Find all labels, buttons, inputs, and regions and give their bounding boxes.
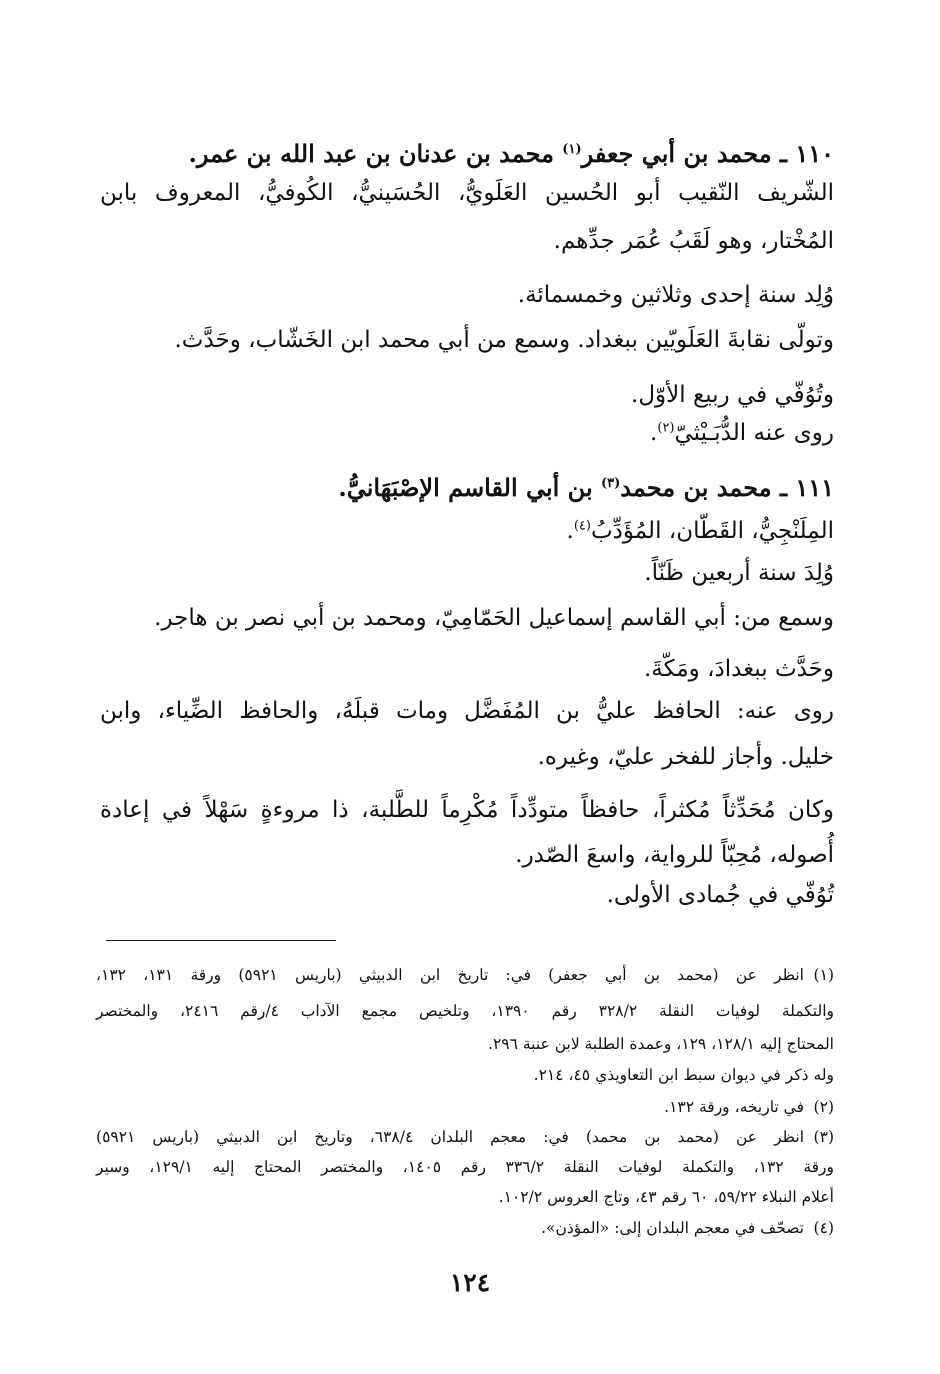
footnote-1-line-3-text: المحتاج إليه ١٢٨/١، ١٢٩، وعمدة الطلبة لابن عنبة ٢٩٦. bbox=[488, 1035, 834, 1053]
footnote-1-line-1: انظر عن (محمد بن أبي جعفر) في: تاريخ ابن الدبيثي (باريس ٥٩٢١) ورقة ١٣١، ١٣٢، bbox=[96, 966, 804, 984]
entry-110-line-5: وتُوُفّي في ربيع الأوّل. bbox=[631, 382, 834, 408]
footnote-2-text: في تاريخه، ورقة ١٣٢. bbox=[664, 1098, 804, 1116]
entry-110-title-text: ١١٠ ـ محمد بن أبي جعفر bbox=[581, 139, 834, 168]
footnote-ref-4: (٤) bbox=[573, 518, 591, 534]
entry-110-line-1: الشّريف النّقيب أبو الحُسين العَلَويُّ، الحُسَينيُّ، الكُوفيُّ، المعروف بابن bbox=[100, 180, 834, 206]
entry-110-line-6-text: روى عنه الدُّبَـيْثيّ bbox=[674, 420, 834, 446]
entry-111-line-8: أُصوله، مُحِبّاً للرواية، واسعَ الصّدر. bbox=[515, 842, 834, 868]
entry-111-line-3: وسمع من: أبي القاسم إسماعيل الحَمّامِيّ، ومحمد بن أبي نصر بن هاجر. bbox=[154, 605, 834, 631]
entry-111-line-5: روى عنه: الحافظ عليُّ بن المُفَضَّل ومات قبلَهُ، والحافظ الضِّياء، وابن bbox=[100, 698, 834, 724]
footnote-2-number: (٢) bbox=[813, 1098, 834, 1116]
footnote-divider bbox=[106, 940, 336, 941]
footnote-3-line-1: انظر عن (محمد بن محمد) في: معجم البلدان ٦٣٨/٤، وتاريخ ابن الدبيثي (باريس ٥٩٢١) bbox=[96, 1128, 804, 1146]
entry-110-title-rest: محمد بن عدنان بن عبد الله بن عمر. bbox=[188, 139, 563, 168]
entry-111-line-1-text: المِلَنْجِيُّ، القَطّان، المُؤَدِّبُ bbox=[590, 518, 834, 544]
entry-111-line-7: وكان مُحَدِّثاً مُكثراً، حافظاً متودِّداً مُكْرِماً للطَّلبة، ذا مروءةٍ سَهْلاً في إعادة bbox=[100, 797, 834, 823]
entry-110-line-6-end: . bbox=[650, 420, 658, 446]
footnote-1-number: (١) bbox=[813, 966, 834, 984]
page-number: ١٢٤ bbox=[449, 1268, 491, 1297]
footnote-ref-1: (١) bbox=[562, 142, 582, 157]
entry-111-title-rest: بن أبي القاسم الإصْبَهَانيُّ. bbox=[338, 473, 601, 502]
footnote-1-line-4-text: وله ذكر في ديوان سبط ابن التعاويذي ٤٥، ٢١٤. bbox=[533, 1066, 834, 1084]
entry-110-line-3: وُلِد سنة إحدى وثلاثين وخمسمائة. bbox=[517, 282, 834, 308]
footnote-4-text: تصحّف في معجم البلدان إلى: «المؤذن». bbox=[541, 1219, 804, 1237]
footnote-4-number: (٤) bbox=[813, 1219, 834, 1237]
entry-111-line-9: تُوُفّي في جُمادى الأولى. bbox=[606, 882, 834, 908]
entry-111-title bbox=[100, 474, 834, 503]
footnote-3-line-2-text: ورقة ١٣٢، والتكملة لوفيات النقلة ٣٣٦/٢ رقم ١٤٠٥، والمختصر المحتاج إليه ١٢٩/١، وسير bbox=[96, 1158, 835, 1176]
entry-111-line-1 bbox=[100, 518, 834, 546]
entry-110-line-6 bbox=[100, 420, 834, 448]
footnote-3-line-3-text: أعلام النبلاء ٥٩/٢٢، ٦٠ رقم ٤٣، وتاج العروس ١٠٢/٢. bbox=[498, 1188, 834, 1206]
footnote-3-number: (٣) bbox=[813, 1128, 834, 1146]
entry-111-line-6: خليل. وأجاز للفخر عليّ، وغيره. bbox=[537, 744, 834, 770]
entry-110-line-2: المُخْتار، وهو لَقَبُ عُمَر جدِّهم. bbox=[553, 228, 834, 254]
entry-111-line-1-end: . bbox=[566, 518, 574, 544]
entry-110-line-4: وتولّى نقابةَ العَلَويّين ببغداد. وسمع من أبي محمد ابن الخَشّاب، وحَدَّث. bbox=[174, 327, 834, 353]
entry-111-line-2: وُلِدَ سنة أربعين ظَنّاً. bbox=[644, 560, 834, 586]
entry-110-title bbox=[100, 140, 834, 169]
entry-111-title-text: ١١١ ـ محمد بن محمد bbox=[620, 473, 834, 502]
entry-111-line-4: وحَدَّث ببغدادَ، ومَكّةَ. bbox=[643, 656, 834, 682]
footnote-ref-3: (٣) bbox=[600, 476, 621, 491]
footnote-ref-2: (٢) bbox=[657, 420, 675, 436]
footnote-1-line-2-text: والتكملة لوفيات النقلة ٣٢٨/٢ رقم ١٣٩٠، وتلخيص مجمع الآداب ٤/رقم ٢٤١٦، والمختصر bbox=[96, 1002, 834, 1020]
